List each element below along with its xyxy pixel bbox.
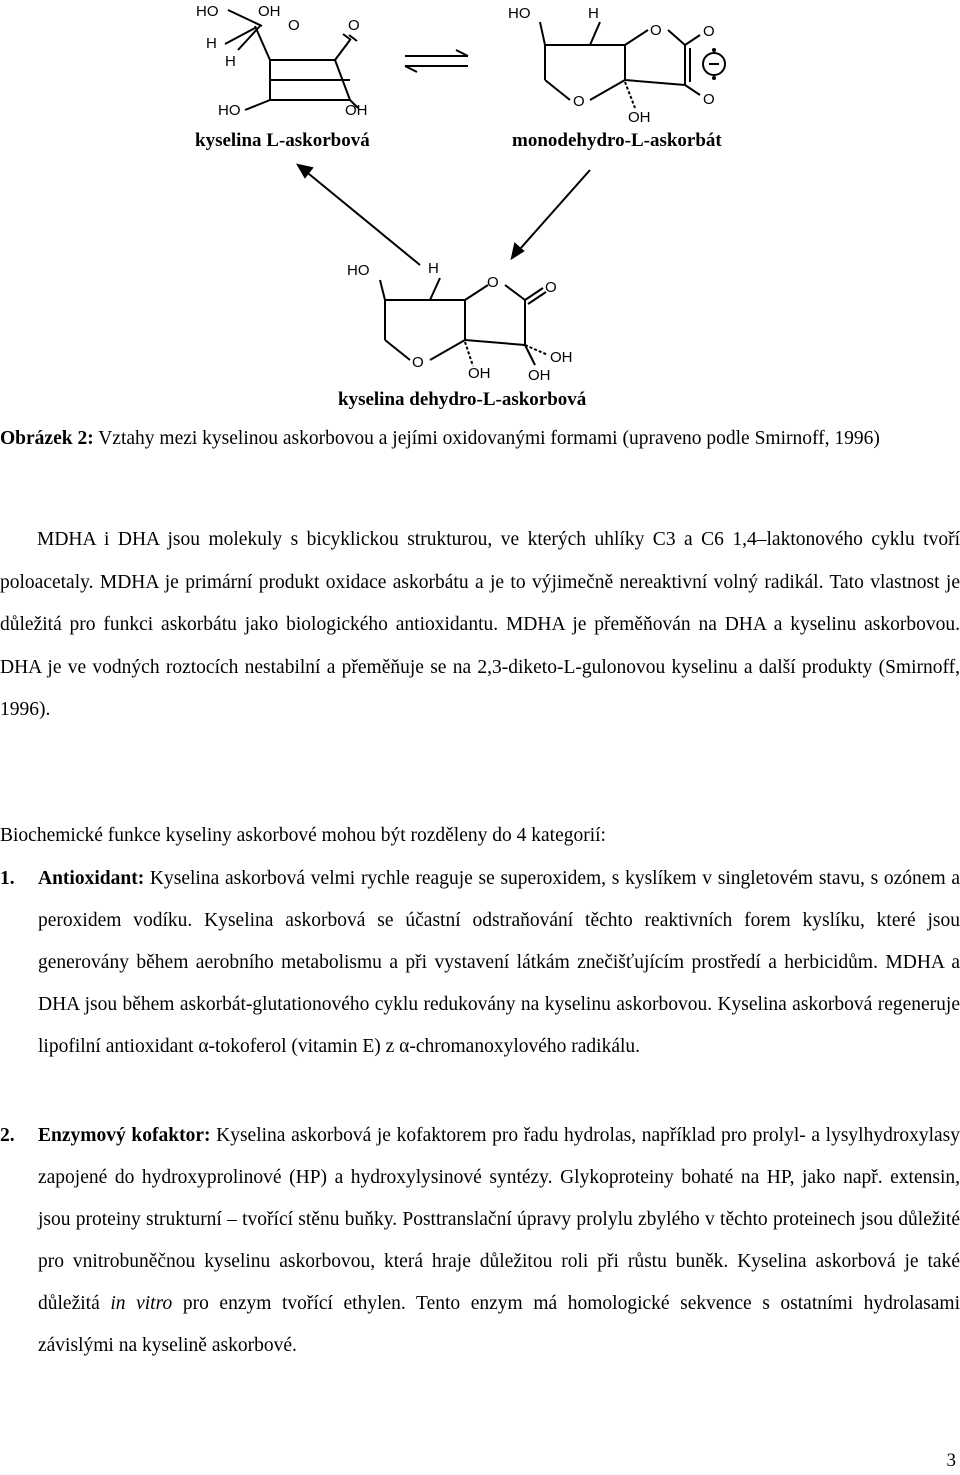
svg-text:O: O (573, 93, 585, 110)
svg-text:H: H (428, 260, 439, 277)
svg-text:O: O (650, 22, 662, 39)
svg-text:OH: OH (345, 102, 368, 119)
list-item-text: Kyselina askorbová je kofaktorem pro řadu hydrolas, například pro prolyl- a lysylhydroxylasy zapojené do hydroxyprolinové (HP) a hydroxylysinové syntézy. Glykoproteiny bohaté na HP, jako např. extensin, jsou proteiny strukturní – tvořící stěnu buňky. Posttranslační úpravy prolylu zbylého v těchto proteinech jsou důležité pro vnitrobuněčnou kyselinu askorbovou, která hraje důležitou roli při růstu buněk. Kyselina askorbová je také důležitá (38, 1125, 960, 1314)
svg-text:H: H (588, 5, 599, 22)
list-item-term: Antioxidant: (38, 868, 145, 889)
list-item-number: 2. (0, 1125, 15, 1146)
list-item-number: 1. (0, 868, 15, 889)
svg-text:O: O (703, 23, 715, 40)
caption-label: Obrázek 2: (0, 428, 94, 449)
svg-text:O: O (348, 17, 360, 34)
svg-text:O: O (703, 91, 715, 108)
svg-text:O: O (487, 274, 499, 291)
ascorbate-oxidation-figure (0, 0, 960, 420)
list-item-antioxidant (0, 858, 960, 1068)
list-item-body (38, 1115, 960, 1367)
svg-text:O: O (545, 279, 557, 296)
list-item-body (38, 858, 960, 1068)
svg-text:HO: HO (196, 3, 219, 20)
svg-text:OH: OH (258, 3, 281, 20)
page-number: 3 (946, 1450, 956, 1471)
svg-text:O: O (412, 354, 424, 371)
reaction-arrows (298, 165, 590, 265)
paragraph-categories-intro: Biochemické funkce kyseliny askorbové mohou být rozděleny do 4 kategorií: (0, 825, 606, 846)
paragraph-mdha-dha: MDHA i DHA jsou molekuly s bicyklickou strukturou, ve kterých uhlíky C3 a C6 1,4–laktonového cyklu tvoří poloacetaly. MDHA je primární produkt oxidace askorbátu a je to výjimečně nereaktivní volný radikál. Tato vlastnost je důležitá pro funkci askorbátu jako biologického antioxidantu. MDHA je přeměňován na DHA a kyselinu askorbovou. DHA je ve vodných roztocích nestabilní a přeměňuje se na 2,3-diketo-L-gulonovou kyselinu a další produkty (Smirnoff, 1996). (0, 529, 960, 720)
svg-text:OH: OH (550, 349, 573, 366)
molecule-name-dehydroascorbic-acid: kyselina dehydro-L-askorbová (338, 389, 587, 410)
list-item-enzyme-cofactor (0, 1115, 960, 1367)
svg-text:OH: OH (628, 109, 651, 126)
molecule-name-ascorbic-acid: kyselina L-askorbová (195, 130, 370, 151)
list-item-term: Enzymový kofaktor: (38, 1125, 211, 1146)
svg-text:HO: HO (508, 5, 531, 22)
ascorbic-acid-structure (196, 3, 368, 119)
equilibrium-arrows (405, 50, 468, 72)
list-item-text: Kyselina askorbová velmi rychle reaguje se superoxidem, s kyslíkem v singletovém stavu, s ozónem a peroxidem vodíku. Kyselina askorbová se účastní odstraňování těchto reaktivních forem kyslíku, které jsou generovány během aerobního metabolismu a při vystavení látkám znečišťujícím prostředí a herbicidům. MDHA a DHA jsou během askorbát-glutationového cyklu redukovány na kyselinu askorbovou. Kyselina askorbová regeneruje lipofilní antioxidant α-tokoferol (vitamin E) z α-chromanoxylového radikálu. (38, 868, 960, 1057)
list-item-text-continued: pro enzym tvořící ethylen. Tento enzym má homologické sekvence s ostatními hydrolasami závislými na kyselině askorbové. (38, 1293, 960, 1356)
dehydroascorbic-acid-structure (347, 260, 573, 384)
svg-text:O: O (288, 17, 300, 34)
svg-text:HO: HO (218, 102, 241, 119)
svg-text:OH: OH (528, 367, 551, 384)
list-item-italic-text: in vitro (110, 1293, 173, 1314)
svg-text:H: H (206, 35, 217, 52)
svg-text:H: H (225, 53, 236, 70)
caption-text: Vztahy mezi kyselinou askorbovou a jejími oxidovanými formami (upraveno podle Smirnoff, 1996) (93, 428, 880, 449)
molecule-name-monodehydroascorbate: monodehydro-L-askorbát (512, 130, 722, 151)
svg-text:HO: HO (347, 262, 370, 279)
monodehydroascorbate-structure (508, 5, 725, 126)
figure-caption (0, 424, 955, 454)
svg-text:OH: OH (468, 365, 491, 382)
